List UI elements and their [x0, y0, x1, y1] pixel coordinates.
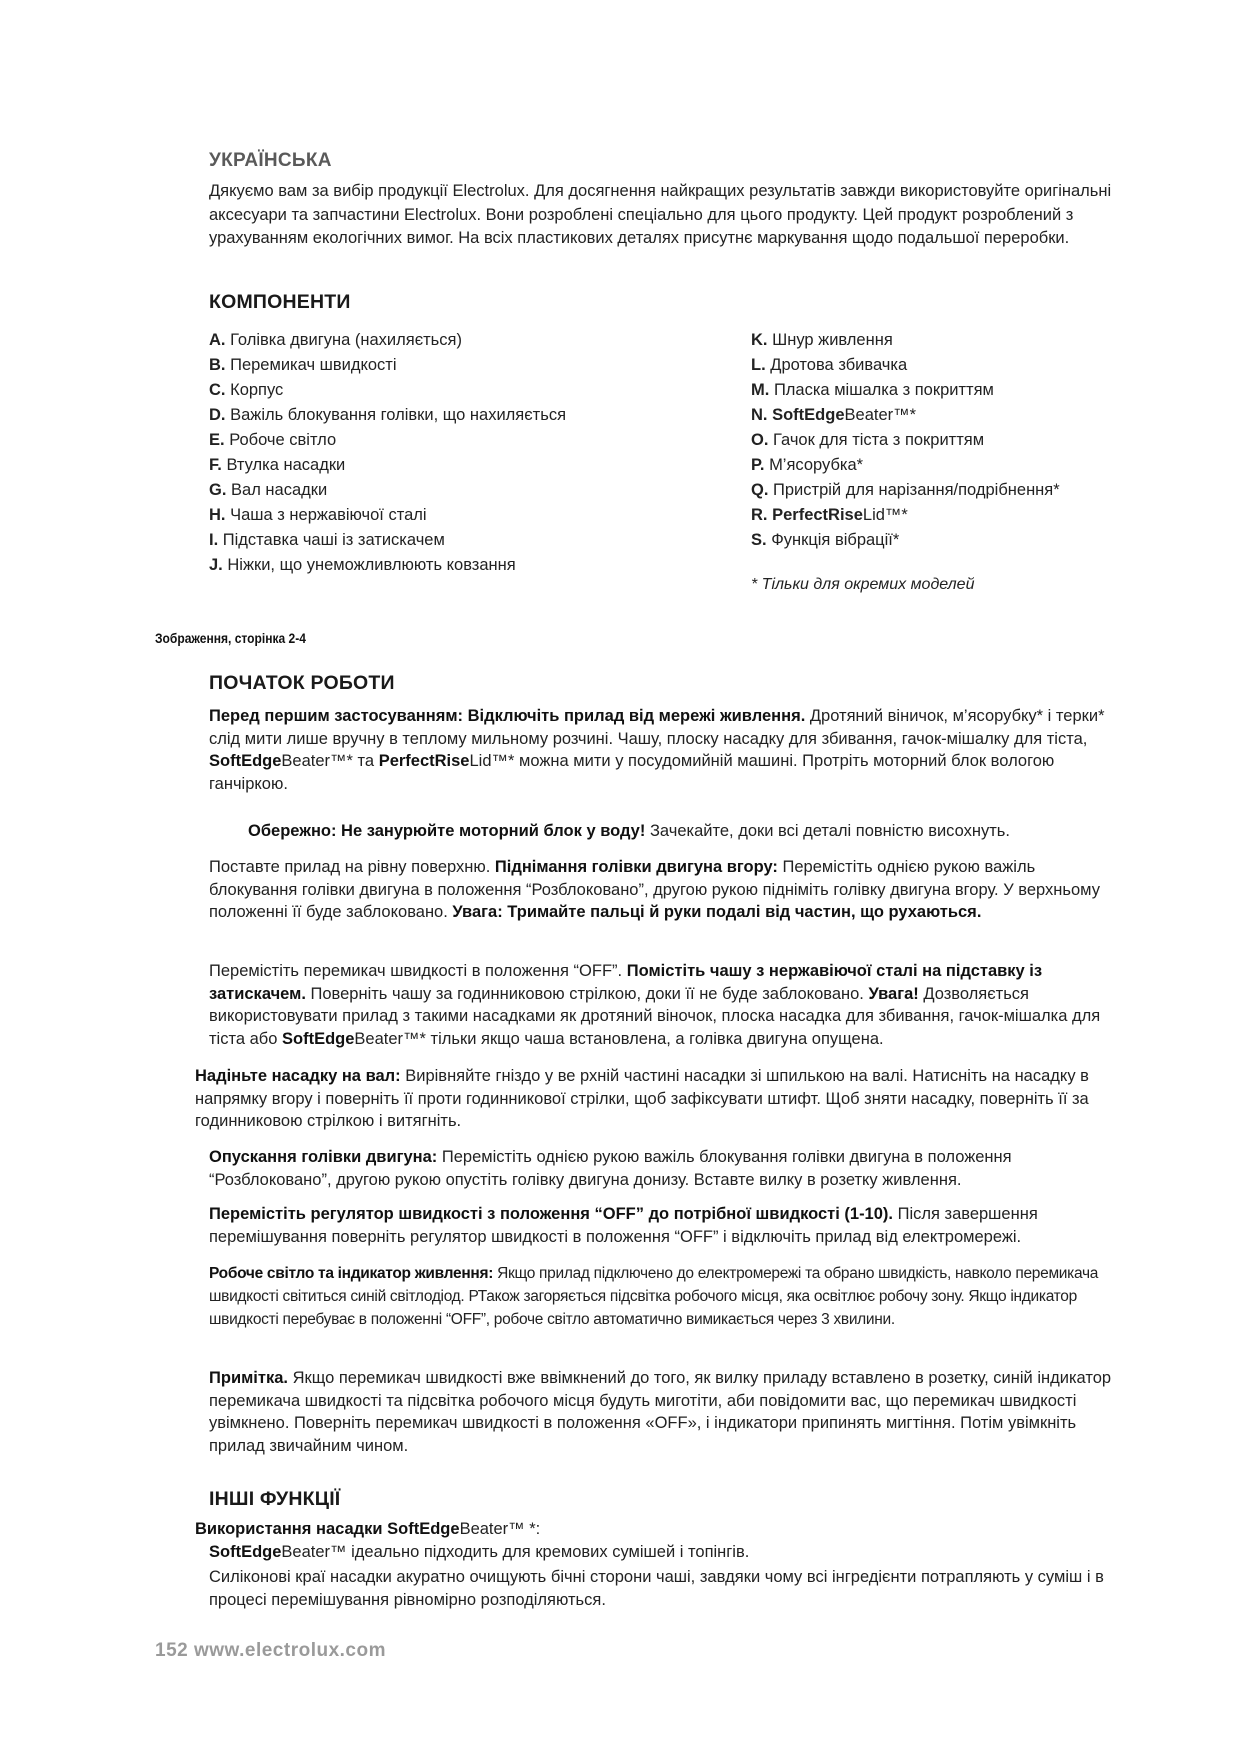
list-item: A. Голівка двигуна (нахиляється) — [209, 331, 462, 349]
list-item: P. М’ясорубка* — [751, 456, 864, 474]
bowl-paragraph: Перемістіть перемикач швидкості в положення “OFF”. Помістіть чашу з нержавіючої сталі на підставку із затискачем. Поверніть чашу за годинниковою стрілкою, доки її не буде заблоковано. Увага! Дозволяється використовувати прилад з такими насадками як дротяний віночок, плоска насадка для збивання, гачок-мішалка для тіста або SoftEdgeBeater™* тільки якщо чаша встановлена, а голівка двигуна опущена. — [209, 962, 1101, 1048]
list-item: N. SoftEdgeBeater™* — [751, 406, 917, 424]
list-item: M. Пласка мішалка з покриттям — [751, 381, 994, 399]
lower-head-paragraph: Опускання голівки двигуна: Перемістіть однією рукою важіль блокування голівки двигуна в положення “Розблоковано”, другою рукою опустіть голівку двигуна донизу. Вставте вилку в розетку живлення. — [209, 1148, 1012, 1189]
list-item: B. Перемикач швидкості — [209, 356, 397, 374]
list-item: R. PerfectRiseLid™* — [751, 506, 908, 524]
raise-head-paragraph: Поставте прилад на рівну поверхню. Піднімання голівки двигуна вгору: Перемістіть однією рукою важіль блокування голівки двигуна в положення “Розблоковано”, другою рукою підніміть голівку двигуна вгору. У верхньому положенні її буде заблоковано. Увага: Тримайте пальці й руки подалі від частин, що рухаються. — [209, 858, 1100, 921]
list-item: C. Корпус — [209, 381, 284, 399]
list-item: D. Важіль блокування голівки, що нахиляється — [209, 406, 566, 424]
language-heading: УКРАЇНСЬКА — [209, 150, 332, 171]
attach-paragraph: Надіньте насадку на вал: Вирівняйте гніздо у ве рхній частині насадки зі шпилькою на валі. Натисніть на насадку в напрямку вгору і поверніть її проти годинникової стрілки, щоб зафіксувати штифт. Щоб зняти насадку, поверніть її за годинниковою стрілкою і витягніть. — [195, 1067, 1089, 1130]
first-use-paragraph: Перед першим застосуванням: Відключіть прилад від мережі живлення. Дротяний віничок, м’ясорубку* і терки* слід мити лише вручну в теплому мильному розчині. Чашу, плоску насадку для збивання, гачок-мішалку для тіста, SoftEdgeBeater™* та PerfectRiseLid™* можна мити у посудомийній машині. Протріть моторний блок вологою ганчіркою. — [209, 707, 1105, 793]
other-functions-heading: ІНШІ ФУНКЦІЇ — [209, 1488, 341, 1510]
list-item: S. Функція вібрації* — [751, 531, 900, 549]
image-reference: Зображення, сторінка 2-4 — [155, 630, 306, 646]
list-item: O. Гачок для тіста з покриттям — [751, 431, 985, 449]
list-item: I. Підставка чаші із затискачем — [209, 531, 445, 549]
note-paragraph: Примітка. Якщо перемикач швидкості вже ввімкнений до того, як вилку приладу вставлено в розетку, синій індикатор перемикача швидкості та підсвітка робочого місця будуть миготіти, аби повідомити вас, що перемикач швидкості увімкнено. Поверніть перемикач швидкості в положення «OFF», і індикатори припинять мигтіння. Потім увімкніть прилад звичайним чином. — [209, 1369, 1112, 1455]
list-item: J. Ніжки, що унеможливлюють ковзання — [209, 556, 516, 574]
list-item: Q. Пристрій для нарізання/подрібнення* — [751, 481, 1060, 499]
page-footer: 152 www.electrolux.com — [155, 1640, 386, 1661]
speed-paragraph: Перемістіть регулятор швидкості з положення “OFF” до потрібної швидкості (1-10). Після завершення перемішування поверніть регулятор швидкості в положення “OFF” і відключіть прилад від електромережі. — [209, 1205, 1038, 1246]
getting-started-heading: ПОЧАТОК РОБОТИ — [209, 672, 395, 694]
intro-paragraph: Дякуємо вам за вибір продукції Electrolux. Для досягнення найкращих результатів завжди використовуйте оригінальні аксесуари та запчастини Electrolux. Вони розроблені спеціально для цього продукту. Цей продукт розроблений з урахуванням екологічних вимог. На всіх пластикових деталях присутнє маркування щодо подальшої переробки. — [209, 182, 1112, 247]
caution-paragraph: Обережно: Не занурюйте моторний блок у воду! Зачекайте, доки всі деталі повністю висохнуть. — [248, 822, 1010, 840]
softedge-subheading: Використання насадки SoftEdgeBeater™ *: — [195, 1520, 541, 1538]
list-item: F. Втулка насадки — [209, 456, 346, 474]
softedge-line-1: SoftEdgeBeater™ ідеально підходить для кремових сумішей і топінгів. — [209, 1543, 750, 1561]
list-item: H. Чаша з нержавіючої сталі — [209, 506, 427, 524]
list-item: G. Вал насадки — [209, 481, 328, 499]
components-list-left — [209, 328, 566, 578]
components-list-right — [751, 328, 1060, 553]
components-heading: КОМПОНЕНТИ — [209, 291, 351, 313]
softedge-line-2: Силіконові краї насадки акуратно очищують бічні сторони чаші, завдяки чому всі інгредієнти потрапляють у суміш і в процесі перемішування рівномірно розподіляються. — [209, 1568, 1104, 1609]
models-note: * Тільки для окремих моделей — [751, 576, 975, 593]
list-item: K. Шнур живлення — [751, 331, 893, 349]
list-item: L. Дротова збивачка — [751, 356, 908, 374]
work-light-paragraph: Робоче світло та індикатор живлення: Якщо прилад підключено до електромережі та обрано швидкість, навколо перемикача швидкості світиться синій світлодіод. РТакож загоряється підсвітка робочого місця, яка освітлює робочу зону. Якщо індикатор швидкості перебуває в положенні “OFF”, робоче світло автоматично вимикається через 3 хвилини. — [209, 1265, 1099, 1328]
list-item: E. Робоче світло — [209, 431, 337, 449]
